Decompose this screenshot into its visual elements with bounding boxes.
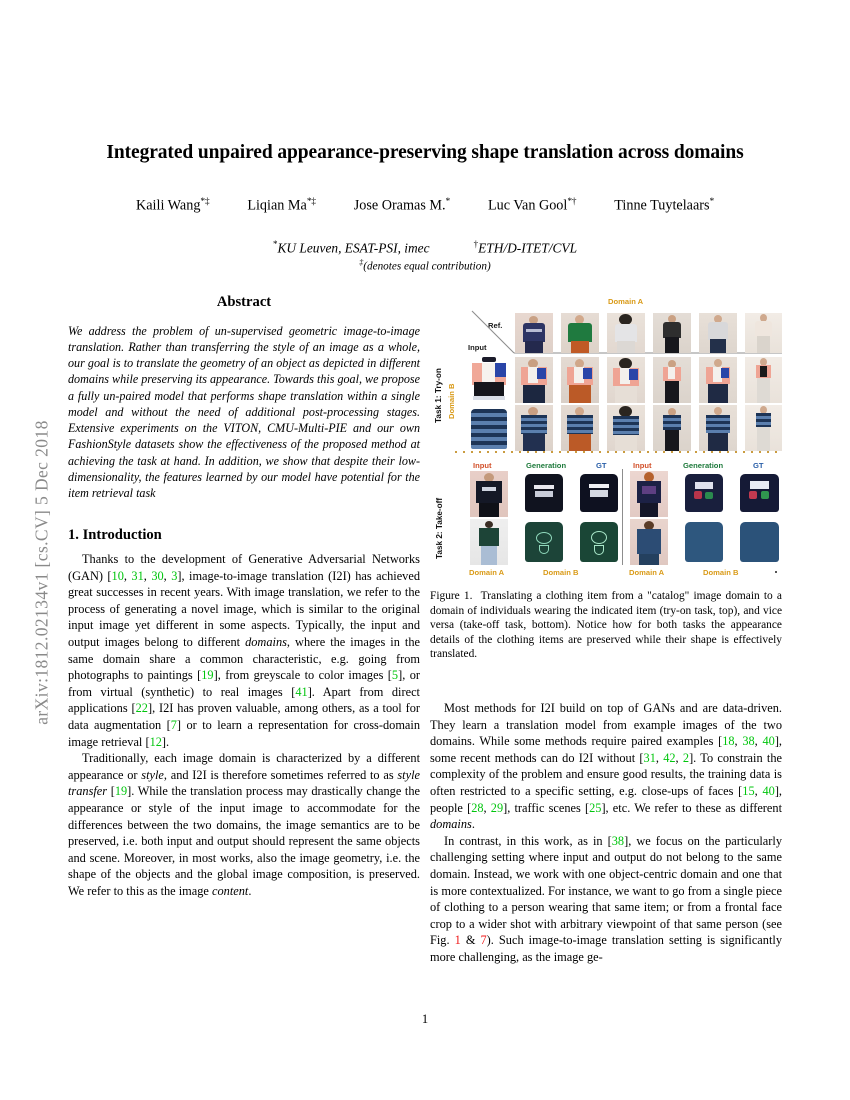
page-number: 1	[421, 1012, 429, 1026]
generated-image	[699, 357, 737, 403]
domain-footer: Domain A	[629, 568, 665, 577]
introduction-heading: 1. Introduction	[68, 526, 162, 543]
intro-paragraph-3: Most methods for I2I build on top of GANs and are data-driven. They learn a translation model from example images of the two domains. While some methods require paired examples [18, 38, 40], some recent methods can do I2I without [31, 42, 2]. To constrain the complexity of the problem and ensure good results, the training data is often restricted to a specific setting, e.g. close-ups of faces [15, 40], people [28, 29], traffic scenes [25], etc. We refer to these as different domains.	[430, 701, 783, 832]
affiliation	[273, 239, 430, 256]
abstract-heading: Abstract	[216, 294, 272, 310]
author-name: Liqian Ma	[247, 197, 307, 214]
right-column	[430, 700, 782, 966]
generated-image	[561, 405, 599, 451]
takeoff-generation-image	[682, 519, 726, 565]
citation-link[interactable]: 38	[611, 833, 625, 848]
author-name: Kaili Wang	[136, 197, 201, 214]
takeoff-input-image	[630, 471, 668, 517]
citation-link[interactable]: 22	[135, 701, 148, 716]
generated-image	[745, 405, 782, 451]
generated-image	[607, 405, 645, 451]
citation-link[interactable]: 31	[131, 568, 144, 583]
domain-footer: Domain B	[703, 568, 739, 577]
arxiv-stamp: arXiv:1812.02134v1 [cs.CV] 5 Dec 2018	[31, 420, 52, 725]
citation-link[interactable]: 18	[722, 734, 735, 749]
domain-footer: Domain B	[543, 568, 579, 577]
citation-link[interactable]: 25	[589, 800, 602, 815]
reference-image	[699, 313, 737, 353]
author	[614, 198, 714, 213]
figure-caption-label: Figure 1.	[430, 590, 473, 602]
input-item-image	[468, 405, 510, 451]
affiliation-superscript: †	[473, 239, 479, 249]
takeoff-generation-image	[522, 519, 566, 565]
abstract-text: We address the problem of un-supervised geometric image-to-image translation. Rather than transferring the style of an image as a whole, our goal is to translate the geometry of an object as depicted in different domains while preserving its appearance. Towards this goal, we propose a fully un-paired model that performs shape translation within a single model and without the need of additional post-processing stages. Extensive experiments on the VITON, CMU-Multi-PIE and our own FashionStyle datasets show the effectiveness of the proposed method at achieving the task at hand. In addition, we show that despite their low-dimensionality, the features learned by our model have potential for the item retrieval task	[68, 323, 420, 501]
takeoff-generation-image	[682, 471, 726, 517]
takeoff-gt-image	[737, 519, 782, 565]
takeoff-gt-image	[737, 471, 782, 517]
figure-bottom-panel	[430, 455, 782, 583]
generated-image	[515, 357, 553, 403]
reference-image	[515, 313, 553, 353]
page-title: Integrated unpaired appearance-preserving shape translation across domains	[106, 142, 744, 163]
author-superscript: *‡	[306, 197, 316, 207]
citation-link[interactable]: 7	[170, 717, 177, 732]
reference-image	[653, 313, 691, 353]
author	[488, 198, 576, 213]
figure-caption-text: Translating a clothing item from a "catalog" image domain to a domain of individuals wearing the indicated item (try-on task, top), and vice versa (take-off task, bottom). Notice how for both tasks the appearance details of the clothing items are preserved while their shape is effectively translated.	[430, 590, 782, 661]
column-header-gt: GT	[596, 461, 607, 470]
reference-image	[745, 313, 782, 353]
figure-reference-link[interactable]: 7	[480, 933, 487, 948]
affiliation-text: ETH/D-ITET/CVL	[478, 240, 578, 256]
citation-link[interactable]: 41	[295, 684, 308, 699]
equal-contribution-superscript: ‡	[359, 258, 364, 267]
affiliation-superscript: *	[272, 239, 278, 249]
author	[247, 198, 315, 213]
citation-link[interactable]: 28	[471, 800, 484, 815]
author-name: Tinne Tuytelaars	[614, 197, 710, 214]
equal-contribution-text: (denotes equal contribution)	[363, 260, 491, 273]
takeoff-input-image	[470, 471, 508, 517]
citation-link[interactable]: 2	[682, 750, 690, 765]
takeoff-gt-image	[577, 471, 621, 517]
generated-image	[745, 357, 782, 403]
left-column	[68, 293, 420, 900]
author-superscript: *	[445, 197, 450, 207]
intro-paragraph-4: In contrast, in this work, as in [38], we focus on the particularly challenging setting where input and output do not belong to the same domain. Instead, we work with one object-centric domain and one that is more contextualized. For instance, we want to go from a single piece of clothing to a person wearing that same item; or from a frontal face crop to a wider shot with arbitrary viewpoint of that same person (see Fig. 1 & 7). Such image-to-image translation setting is significantly more challenging, as the image ge-	[430, 833, 782, 964]
author-list	[72, 198, 778, 213]
affiliation	[474, 239, 577, 256]
generated-image	[561, 357, 599, 403]
affiliation-text: KU Leuven, ESAT-PSI, imec	[277, 240, 430, 256]
citation-link[interactable]: 10	[111, 568, 124, 583]
column-header-input: Input	[633, 461, 652, 470]
figure-top-panel	[430, 295, 782, 453]
column-header-generation: Generation	[526, 461, 567, 470]
author-name: Jose Oramas M.	[353, 197, 446, 214]
takeoff-gt-image	[577, 519, 621, 565]
author-superscript: *	[709, 197, 714, 207]
equal-contribution-note	[72, 258, 778, 273]
affiliation-list	[72, 239, 778, 256]
panel-vertical-divider	[622, 469, 623, 565]
citation-link[interactable]: 30	[151, 568, 164, 583]
author	[136, 198, 209, 213]
citation-link[interactable]: 19	[114, 784, 128, 799]
citation-link[interactable]: 12	[149, 734, 162, 749]
figure-caption	[430, 589, 782, 662]
input-item-image	[468, 357, 510, 403]
citation-link[interactable]: 40	[762, 734, 775, 749]
input-label: Input	[468, 343, 487, 352]
generated-image	[515, 405, 553, 451]
intro-paragraph-1: Thanks to the development of Generative Adversarial Networks (GAN) [10, 31, 30, 3], image-to-image translation (I2I) has achieved great successes in recent years. With image translation, we refer to the process of generating a novel image, which is similar to the original input image yet different in some aspects. Typically, the input and output images belong to different domains, where the images in the same domain share a common characteristic, e.g. going from photographs to paintings [19], from greyscale to color images [5], or from virtual (synthetic) to real images [41]. Apart from direct applications [22], I2I has proven valuable, among others, as a tool for data augmentation [7] or to learn a representation for cross-domain image retrieval [12].	[68, 552, 421, 749]
citation-link[interactable]: 3	[171, 568, 178, 583]
ref-label: Ref.	[488, 321, 503, 330]
author-superscript: *‡	[200, 197, 210, 207]
citation-link[interactable]: 19	[201, 668, 214, 683]
citation-link[interactable]: 5	[391, 668, 399, 683]
generated-image	[653, 357, 691, 403]
citation-link[interactable]: 38	[742, 734, 755, 749]
citation-link[interactable]: 29	[490, 800, 504, 815]
intro-paragraph-2: Traditionally, each image domain is characterized by a different appearance or style, and I2I is therefore sometimes referred to as style transfer [19]. While the translation process may drastically change the appearance or style of the input image to accommodate for the differences between the two domains, the image semantics are to be preserved, i.e. both input and output should represent the same objects and scene. Moreover, in most works, also the image geometry, i.e. the shape of the objects and the global image composition, is preserved. We refer to this as the image content.	[68, 751, 420, 898]
panel-separator	[452, 451, 782, 453]
reference-image	[561, 313, 599, 353]
takeoff-input-image	[470, 519, 508, 565]
domain-footer: Domain A	[469, 568, 505, 577]
task2-label: Task 2: Take-off	[435, 497, 444, 559]
author-superscript: *†	[567, 197, 577, 207]
figure-reference-link[interactable]: 1	[454, 933, 461, 948]
generated-image	[653, 405, 691, 451]
citation-link[interactable]: 31	[643, 750, 656, 765]
generated-image	[607, 357, 645, 403]
takeoff-input-image	[630, 519, 668, 565]
column-header-gt: GT	[753, 461, 764, 470]
author-name: Luc Van Gool	[488, 197, 568, 214]
citation-link[interactable]: 42	[663, 750, 676, 765]
takeoff-generation-image	[522, 471, 566, 517]
figure-1	[430, 295, 782, 583]
reference-image	[607, 313, 645, 353]
column-header-generation: Generation	[683, 461, 724, 470]
generated-image	[699, 405, 737, 451]
stray-mark	[775, 571, 777, 573]
citation-link[interactable]: 15	[742, 783, 755, 798]
domain-a-top-label: Domain A	[608, 297, 644, 306]
domain-b-vertical-label: Domain B	[447, 383, 456, 419]
task1-label: Task 1: Try-on	[434, 368, 443, 423]
column-header-input: Input	[473, 461, 492, 470]
citation-link[interactable]: 40	[762, 783, 775, 798]
author	[354, 198, 450, 213]
